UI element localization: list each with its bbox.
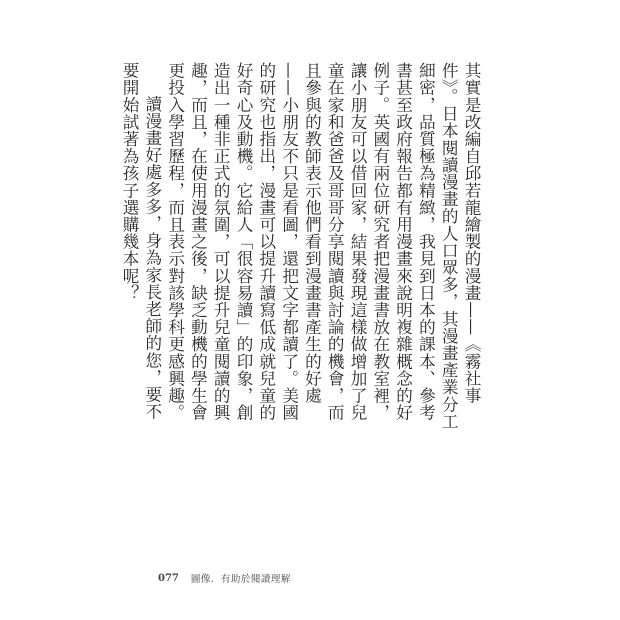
paragraph-conclusion — [117, 62, 163, 434]
paragraph-comics-research: 其實是改編自邱若龍繪製的漫畫——《霧社事件》。日本閱讀漫畫的人口眾多，其漫畫產業分工細密，品質極為精緻，我見到日本的課本、參考書甚至政府報告都有用漫畫來說明複雜概念的好例子。英國有兩位研究者把漫畫書放在教室裡，讓小朋友可以借回家，結果發現這樣做增加了兒童在家和爸爸及哥哥分享閱讀與討論的機會，而且參與的教師表示他們看到漫畫書產生的好處——小朋友不只是看圖，還把文字都讀了。美國的研究也指出，漫畫可以提升讀寫低成就兒童的好奇心及動機。它給人「很容易讀」的印象，創造出一種非正式的氛圍，可以提升兒童閱讀的興趣，而且，在使用漫畫之後，缺乏動機的學生會更投入學習歷程，而且表示對該學科更感興趣。 — [165, 62, 481, 430]
page-number: 077 — [158, 572, 179, 584]
body-text — [120, 62, 482, 434]
page-footer — [158, 570, 291, 586]
running-head: 圖像．有助於閱讀理解 — [190, 574, 291, 585]
paragraph-conclusion-text: 讀漫畫好處多多，身為家長老師的您，要不要開始試著為孩子選購幾本呢？ — [120, 62, 162, 421]
